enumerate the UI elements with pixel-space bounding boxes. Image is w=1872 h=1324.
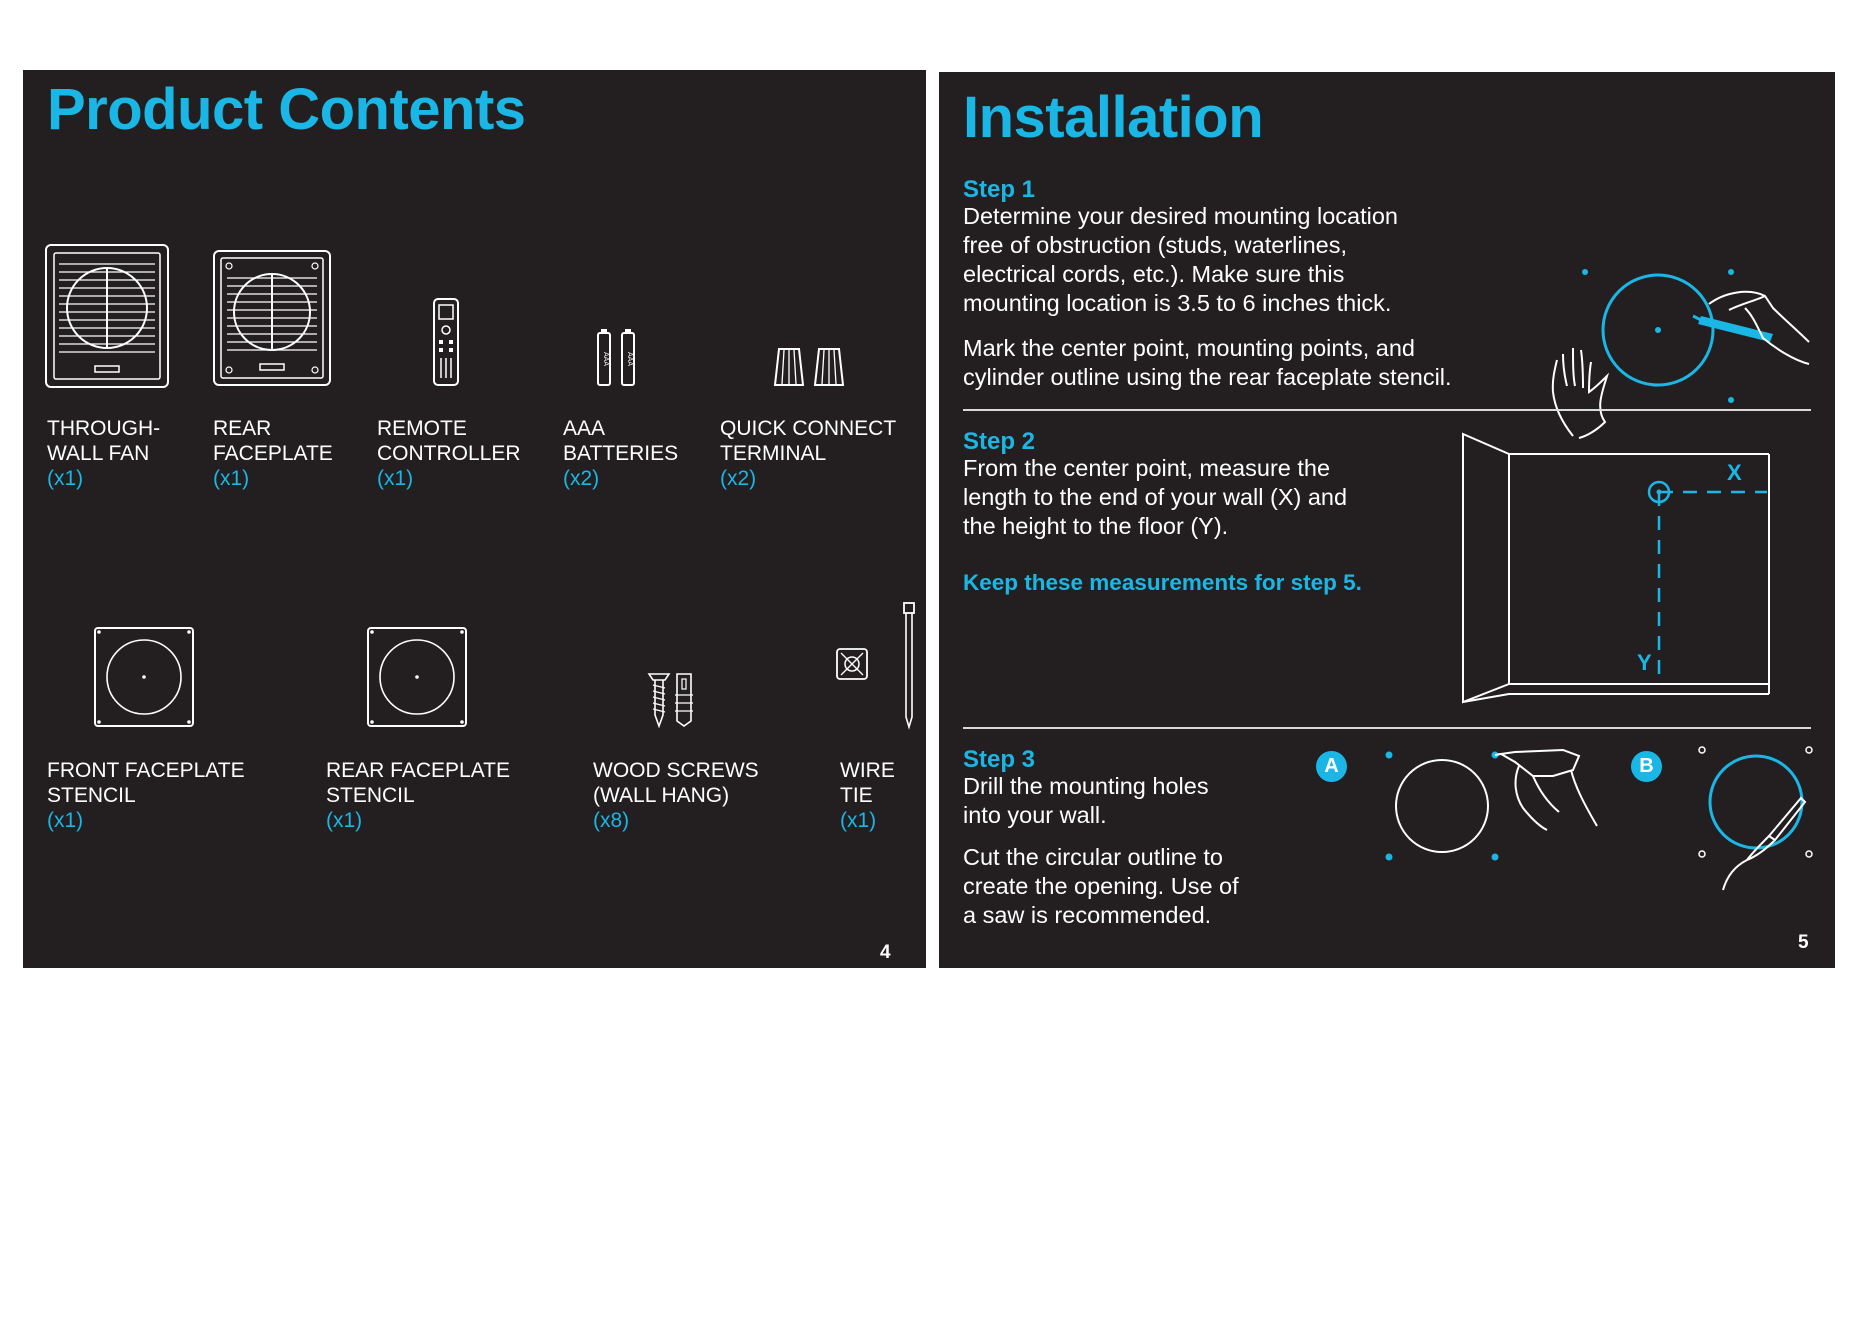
item-quantity: (x1)	[377, 467, 414, 490]
badge-a: A	[1316, 751, 1347, 782]
item-quantity: (x2)	[720, 467, 757, 490]
battery-label: AAA	[626, 351, 633, 367]
text-line: create the opening. Use of	[963, 873, 1239, 899]
battery-label: AAA	[602, 351, 609, 367]
contents-page	[23, 70, 926, 968]
drill-illustration	[1383, 746, 1603, 878]
item-label-fan	[47, 416, 160, 491]
x-label: X	[1727, 460, 1742, 485]
item-quantity: (x1)	[213, 467, 250, 490]
item-name-line: TIE	[840, 784, 873, 807]
text-line: Drill the mounting holes	[963, 773, 1209, 799]
text-line: length to the end of your wall (X) and	[963, 484, 1348, 510]
step-1-mark-text	[963, 334, 1452, 392]
installation-page	[939, 72, 1835, 968]
marker-pen-icon	[1698, 316, 1773, 342]
item-quantity: (x1)	[840, 809, 877, 832]
wire-connector-icon	[773, 348, 845, 386]
hand-icon	[1723, 836, 1775, 890]
cut-illustration	[1699, 744, 1821, 894]
item-name-line: REAR FACEPLATE	[326, 759, 510, 782]
item-name-line: STENCIL	[47, 784, 136, 807]
front-stencil-icon	[94, 627, 194, 727]
step-2-note: Keep these measurements for step 5.	[963, 570, 1362, 595]
step-2-text	[963, 454, 1347, 541]
item-name-line: AAA	[563, 417, 606, 440]
item-label-remote	[377, 416, 521, 491]
page-number: 5	[1798, 932, 1809, 953]
item-label-rear-faceplate	[213, 416, 333, 491]
step-3-cut-text	[963, 843, 1239, 930]
text-line: a saw is recommended.	[963, 902, 1212, 928]
text-line: into your wall.	[963, 802, 1107, 828]
item-quantity: (x8)	[593, 809, 630, 832]
step-3-heading: Step 3	[963, 746, 1036, 773]
batteries-icon	[597, 328, 637, 386]
text-line: electrical cords, etc.). Make sure this	[963, 261, 1345, 287]
item-name-line: STENCIL	[326, 784, 415, 807]
item-label-screws	[593, 758, 759, 833]
text-line: cylinder outline using the rear faceplate stencil.	[963, 364, 1452, 390]
badge-b: B	[1631, 751, 1662, 782]
step-1-text	[963, 202, 1398, 318]
item-name-line: WALL FAN	[47, 442, 150, 465]
step-1-heading: Step 1	[963, 176, 1036, 203]
drill-icon	[1501, 750, 1579, 776]
item-quantity: (x1)	[47, 467, 84, 490]
marking-hand-illustration	[1543, 196, 1813, 440]
item-name-line: BATTERIES	[563, 442, 679, 465]
item-name-line: (WALL HANG)	[593, 784, 730, 807]
item-name-line: WIRE	[840, 759, 895, 782]
text-line: free of obstruction (studs, waterlines,	[963, 232, 1348, 258]
remote-icon	[433, 298, 459, 386]
item-name-line: WOOD SCREWS	[593, 759, 759, 782]
item-label-rear-stencil	[326, 758, 510, 833]
page-number: 4	[880, 942, 891, 963]
text-line: mounting location is 3.5 to 6 inches thick.	[963, 290, 1392, 316]
text-line: Determine your desired mounting location	[963, 203, 1398, 229]
item-name-line: CONTROLLER	[377, 442, 521, 465]
screws-icon	[647, 671, 695, 727]
page-title: Installation	[963, 85, 1264, 150]
item-name-line: QUICK CONNECT	[720, 417, 897, 440]
item-name-line: REMOTE	[377, 417, 467, 440]
item-quantity: (x2)	[563, 467, 600, 490]
rear-stencil-icon	[367, 627, 467, 727]
item-label-front-stencil	[47, 758, 245, 833]
text-line: Mark the center point, mounting points, and	[963, 335, 1415, 361]
fan-icon	[45, 244, 169, 388]
item-quantity: (x1)	[47, 809, 84, 832]
text-line: Cut the circular outline to	[963, 844, 1223, 870]
divider	[963, 727, 1811, 729]
step-2-heading: Step 2	[963, 428, 1036, 455]
item-quantity: (x1)	[326, 809, 363, 832]
step-3-drill-text	[963, 772, 1209, 830]
wall-measure-illustration	[1461, 432, 1771, 704]
rear-faceplate-icon	[213, 250, 331, 386]
item-label-wire-tie	[840, 758, 895, 833]
text-line: From the center point, measure the	[963, 455, 1331, 481]
item-name-line: FRONT FACEPLATE	[47, 759, 245, 782]
wire-tie-icon	[835, 601, 919, 729]
item-label-batteries	[563, 416, 678, 491]
item-name-line: TERMINAL	[720, 442, 827, 465]
y-label: Y	[1637, 650, 1652, 675]
left-hand-icon	[1553, 348, 1607, 438]
divider	[963, 409, 1811, 411]
page-title: Product Contents	[47, 77, 526, 142]
text-line: the height to the floor (Y).	[963, 513, 1229, 539]
item-name-line: REAR	[213, 417, 272, 440]
item-name-line: FACEPLATE	[213, 442, 333, 465]
item-name-line: THROUGH-	[47, 417, 161, 440]
item-label-connector	[720, 416, 896, 491]
